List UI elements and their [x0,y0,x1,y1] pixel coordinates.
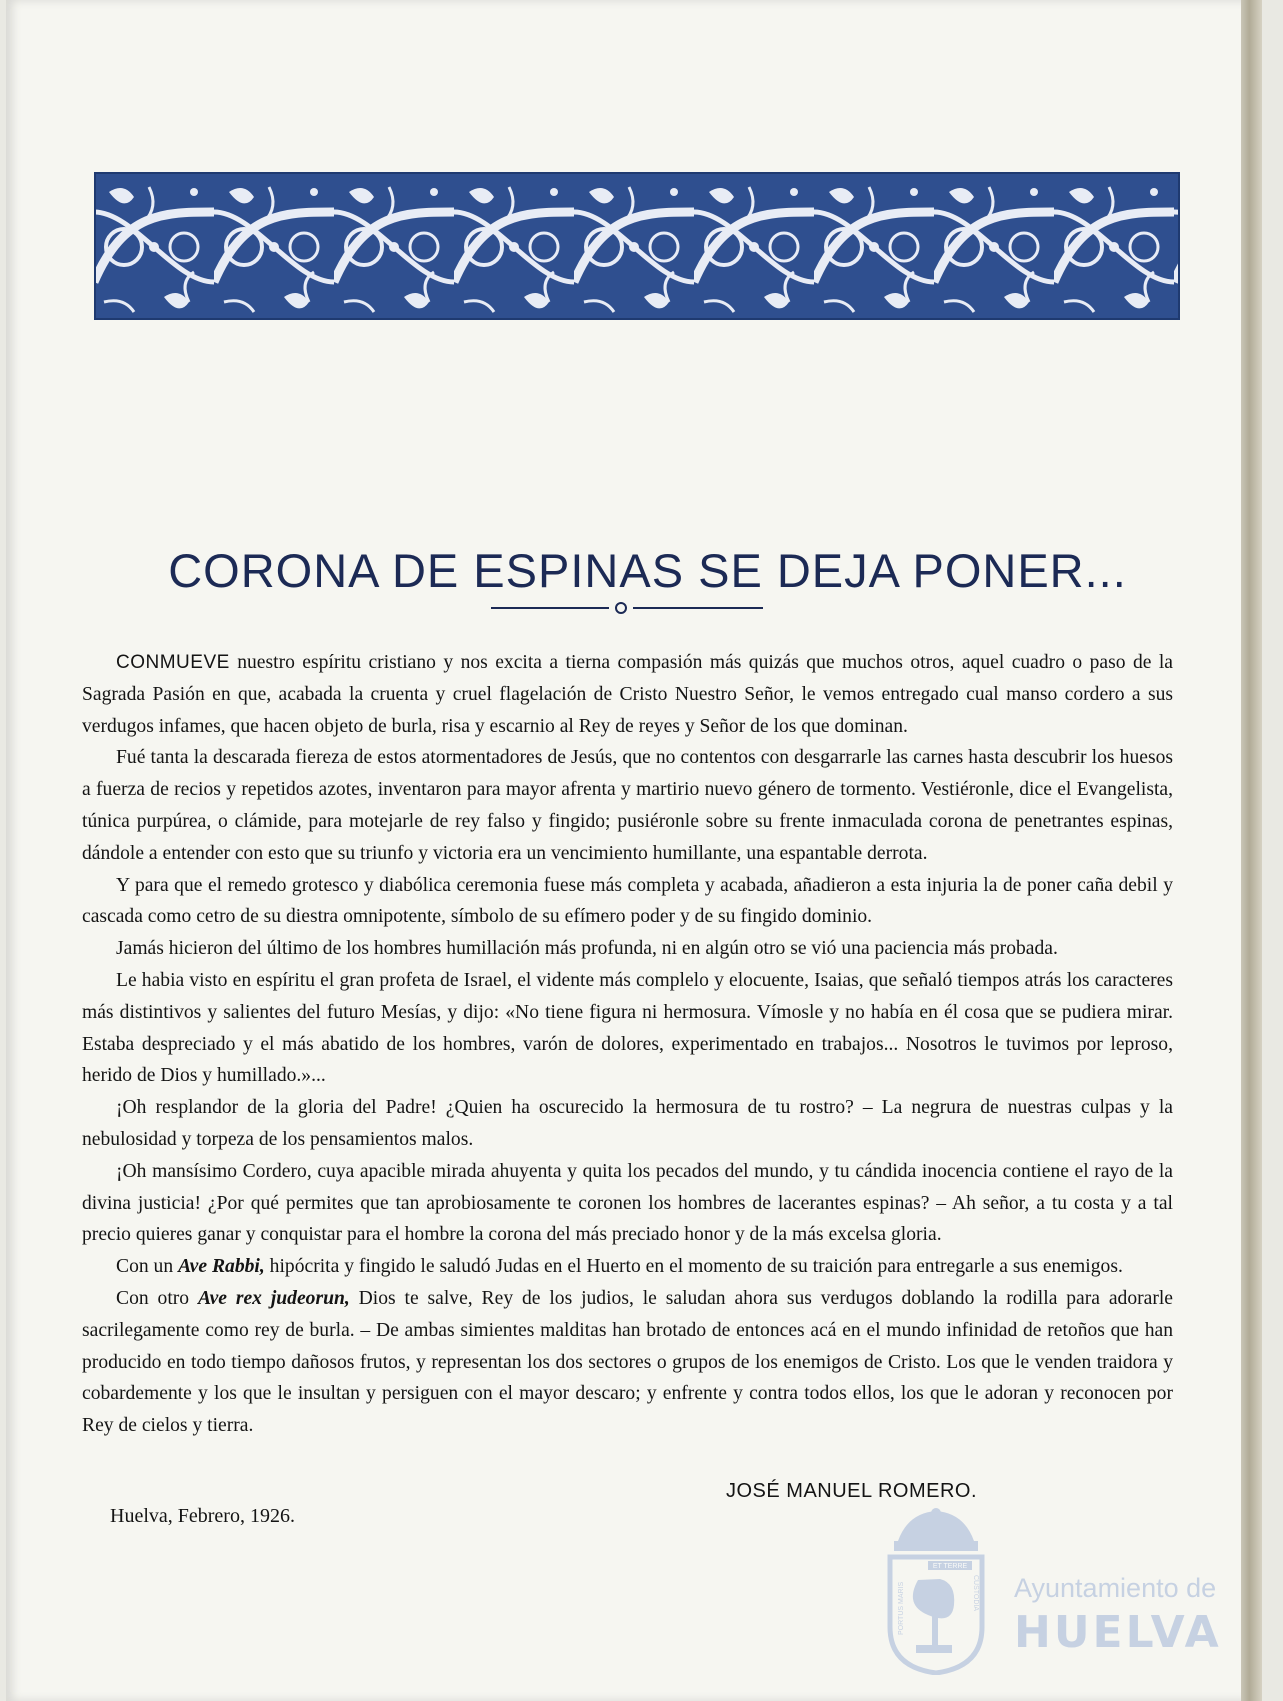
paragraph: Fué tanta la descarada fiereza de estos atormentadores de Jesús, que no contentos con desgarrarle las carnes hasta descubrir los huesos a fuerza de recios y repetidos azotes, inventaron para mayor afrenta y martirio nuevo género de tormento. Vestiéronle, dice el Evangelista, túnica purpúrea, o clámide, para motejarle de rey falso y fingido; pusiéronle sobre su frente inmaculada corona de penetrantes espinas, dándole a entender con esto que su triunfo y victoria era un vencimiento humillante, una espantable derrota. [82,747,1173,864]
page-title: CORONA DE ESPINAS SE DEJA PONER... [168,544,1127,598]
paragraph: CONMUEVE nuestro espíritu cristiano y nos excita a tierna compasión más quizás que muchos otros, aquel cuadro o paso de la Sagrada Pasión en que, acabada la cruenta y cruel flagelación de Cristo Nuestro Señor, le vemos entregado cual manso cordero a sus verdugos infames, que hacen objeto de burla, risa y escarnio al Rey de reyes y Señor de los que dominan. [82,652,1173,737]
paragraph: Jamás hicieron del último de los hombres humillación más profunda, ni en algún otro se vió una paciencia más probada. [116,938,1058,960]
svg-text:ET TERRE: ET TERRE [932,1563,968,1570]
paragraph: Con un Ave Rabbi, hipócrita y fingido le saludó Judas en el Huerto en el momento de su traición para entregarle a sus enemigos. [116,1256,1123,1278]
paragraph: Y para que el remedo grotesco y diabólica ceremonia fuese más completa y acabada, añadieron a esta injuria la de poner caña debil y cascada como cetro de su diestra omnipotente, símbolo de su efímero poder y de su fingido dominio. [82,874,1173,928]
title-divider-icon [491,600,763,616]
dateline: Huelva, Febrero, 1926. [110,1505,295,1527]
coat-of-arms-icon [876,1505,996,1675]
document-page [6,0,1262,1701]
paragraph: Le habia visto en espíritu el gran profeta de Israel, el vidente más complelo y elocuente, Isaias, que señaló tiempos atrás los caracteres más distintivos y salientes del futuro Mesías, y dijo: «No tiene figura ni hermosura. Vímosle y no había en él cosa que se pudiera mirar. Estaba despreciado y el más abatido de los hombres, varón de dolores, experimentado en trabajos... Nosotros le tuvimos por leproso, herido de Dios y humillado.»... [82,969,1173,1087]
svg-text:PORTUS MARIS: PORTUS MARIS [898,1581,905,1635]
emphasis: Ave rex judeorun, [197,1287,350,1309]
paragraph: Con otro Ave rex judeorun, Dios te salve, Rey de los judios, le saludan ahora sus verdugos doblando la rodilla para adorarle sacrilegamente como rey de burla. – De ambas simientes malditas han brotado de entonces acá en el mundo infinidad de retoños que han producido en todo tiempo dañosos frutos, y representan los dos sectores o grupos de los enemigos de Cristo. Los que le venden traidora y cobardemente y los que le insultan y persiguen con el mayor descaro; y enfrente y contra todos ellos, los que le adoran y reconocen por Rey de cielos y tierra. [82,1287,1174,1437]
ornamental-border-icon [94,172,1180,320]
watermark-line2: HUELVA [1014,1607,1222,1658]
author-signature: JOSÉ MANUEL ROMERO. [726,1480,978,1502]
page-edge [1241,0,1262,1701]
emphasis: Ave Rabbi, [178,1256,265,1278]
watermark [876,1505,1236,1675]
article-body [82,647,1173,1442]
paragraph: ¡Oh mansísimo Cordero, cuya apacible mirada ahuyenta y quita los pecados del mundo, y tu cándida inocencia contiene el rayo de la divina justicia! ¿Por qué permites que tan aprobiosamente te coronen los hombres de lacerantes espinas? – Ah señor, a tu costa y a tal precio quieres ganar y conquistar para el hombre la corona del más preciado honor y de la más excelsa gloria. [82,1160,1173,1246]
paragraph: ¡Oh resplandor de la gloria del Padre! ¿Quien ha oscurecido la hermosura de tu rostro? – La negrura de nuestras culpas y la nebulosidad y torpeza de los pensamientos malos. [82,1097,1173,1150]
svg-text:CUSTODIA: CUSTODIA [972,1575,979,1612]
watermark-line1: Ayuntamiento de [1014,1573,1217,1603]
